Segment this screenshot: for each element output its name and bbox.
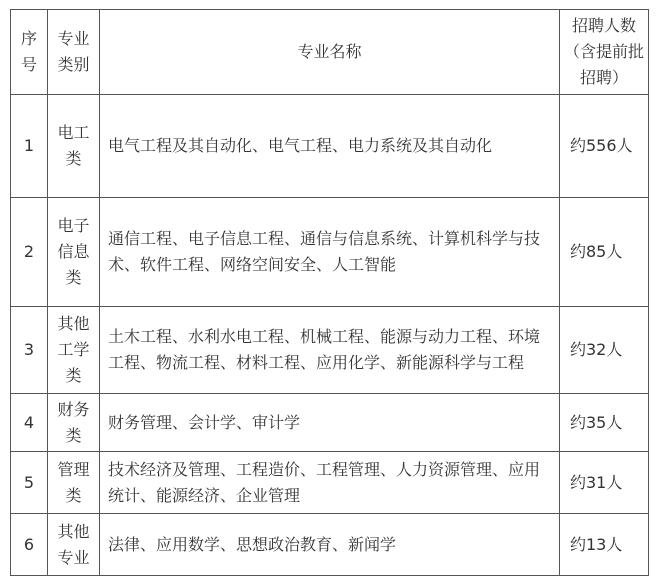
row-major: 电气工程及其自动化、电气工程、电力系统及其自动化 bbox=[100, 95, 560, 198]
row-category-label: 电子信息类 bbox=[57, 216, 90, 287]
row-category-label: 财务类 bbox=[57, 399, 90, 445]
header-seq bbox=[11, 10, 48, 95]
row-category bbox=[48, 95, 100, 198]
row-category bbox=[48, 394, 100, 452]
row-count: 约85人 bbox=[560, 198, 649, 307]
header-major bbox=[100, 10, 560, 95]
row-category-label: 电工类 bbox=[57, 123, 90, 168]
table-row bbox=[11, 452, 649, 514]
row-category bbox=[48, 198, 100, 307]
row-major: 土木工程、水利水电工程、机械工程、能源与动力工程、环境工程、物流工程、材料工程、应用化学、新能源科学与工程 bbox=[100, 307, 560, 394]
table-row bbox=[11, 514, 649, 576]
header-category bbox=[48, 10, 100, 95]
row-category-label: 其他工学类 bbox=[57, 314, 90, 385]
table-row bbox=[11, 198, 649, 307]
row-count: 约35人 bbox=[560, 394, 649, 452]
table-row bbox=[11, 394, 649, 452]
header-count bbox=[560, 10, 649, 95]
row-category-label: 其他专业 bbox=[57, 521, 90, 567]
table-row bbox=[11, 307, 649, 394]
row-category bbox=[48, 514, 100, 576]
row-major: 财务管理、会计学、审计学 bbox=[100, 394, 560, 452]
row-number: 2 bbox=[11, 198, 48, 307]
row-count: 约556人 bbox=[560, 95, 649, 198]
row-major: 法律、应用数学、思想政治教育、新闻学 bbox=[100, 514, 560, 576]
recruitment-table bbox=[10, 9, 649, 576]
row-category-label: 管理类 bbox=[57, 459, 90, 505]
header-major-label: 专业名称 bbox=[297, 42, 362, 61]
header-category-label: 专业类别 bbox=[57, 29, 90, 74]
row-number: 3 bbox=[11, 307, 48, 394]
row-major: 通信工程、电子信息工程、通信与信息系统、计算机科学与技术、软件工程、网络空间安全、人工智能 bbox=[100, 198, 560, 307]
row-count: 约31人 bbox=[560, 452, 649, 514]
table-row bbox=[11, 95, 649, 198]
header-count-label: 招聘人数（含提前批招聘） bbox=[564, 16, 645, 87]
row-number: 6 bbox=[11, 514, 48, 576]
row-count: 约32人 bbox=[560, 307, 649, 394]
row-category bbox=[48, 452, 100, 514]
row-number: 4 bbox=[11, 394, 48, 452]
row-number: 1 bbox=[11, 95, 48, 198]
table-header-row bbox=[11, 10, 649, 95]
row-major: 技术经济及管理、工程造价、工程管理、人力资源管理、应用统计、能源经济、企业管理 bbox=[100, 452, 560, 514]
row-category bbox=[48, 307, 100, 394]
header-seq-label: 序号 bbox=[20, 29, 37, 74]
row-count: 约13人 bbox=[560, 514, 649, 576]
row-number: 5 bbox=[11, 452, 48, 514]
